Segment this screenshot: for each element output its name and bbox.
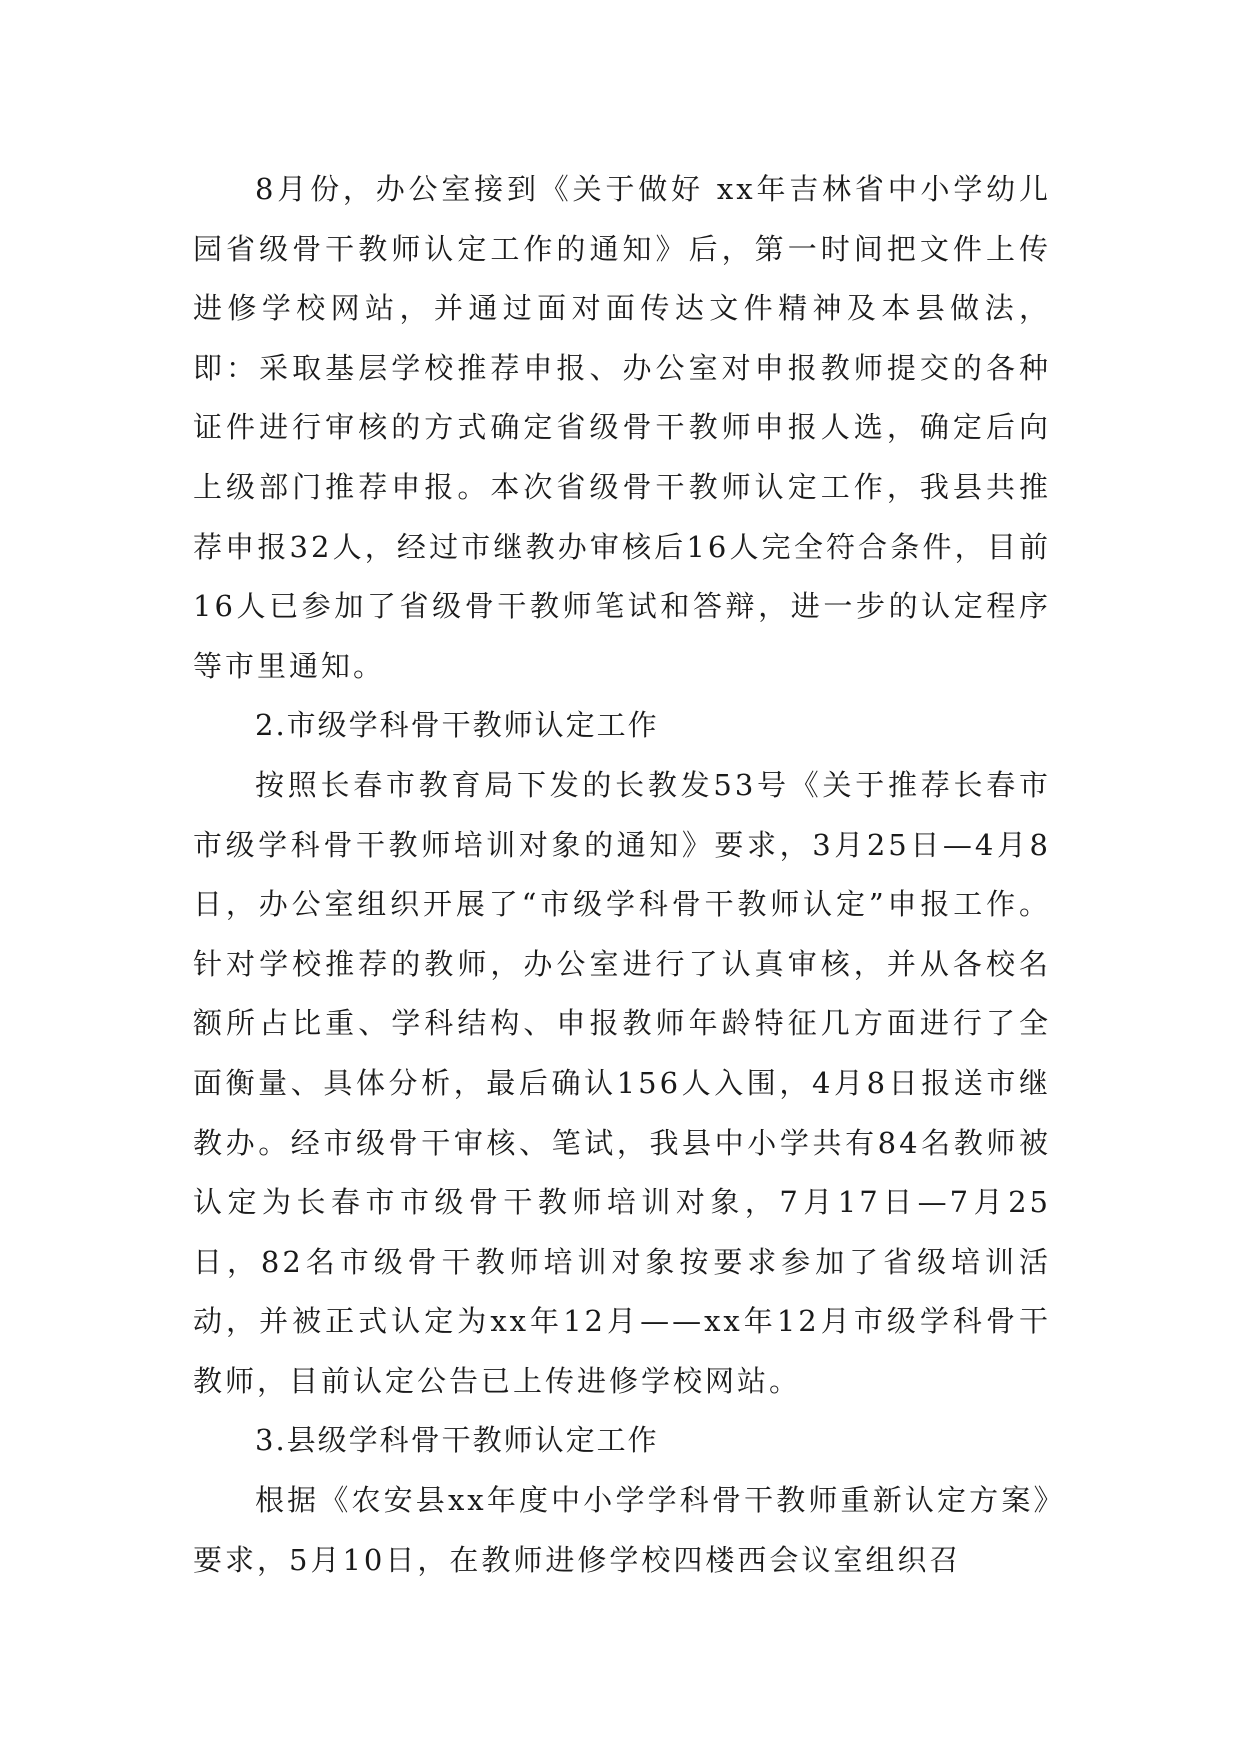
paragraph-municipal-backbone-teachers: 按照长春市教育局下发的长教发53号《关于推荐长春市市级学科骨干教师培训对象的通知》要求，3月25日—4月8日，办公室组织开展了“市级学科骨干教师认定”申报工作。针对学校推荐的教师，办公室进行了认真审核，并从各校名额所占比重、学科结构、申报教师年龄特征几方面进行了全面衡量、具体分析，最后确认156人入围，4月8日报送市继教办。经市级骨干审核、笔试，我县中小学共有84名教师被认定为长春市市级骨干教师培训对象，7月17日—7月25日，82名市级骨干教师培训对象按要求参加了省级培训活动，并被正式认定为xx年12月——xx年12月市级学科骨干教师，目前认定公告已上传进修学校网站。 (193, 767, 1051, 1398)
document-body (193, 160, 1051, 1590)
paragraph-provincial-backbone-teachers: 8月份，办公室接到《关于做好 xx年吉林省中小学幼儿园省级骨干教师认定工作的通知》后，第一时间把文件上传进修学校网站，并通过面对面传达文件精神及本县做法，即：采取基层学校推荐申报、办公室对申报教师提交的各种证件进行审核的方式确定省级骨干教师申报人选，确定后向上级部门推荐申报。本次省级骨干教师认定工作，我县共推荐申报32人，经过市继教办审核后16人完全符合条件，目前16人已参加了省级骨干教师笔试和答辩，进一步的认定程序等市里通知。 (193, 172, 1051, 683)
section-heading-municipal: 2.市级学科骨干教师认定工作 (255, 708, 659, 743)
paragraph-county-backbone-teachers: 根据《农安县xx年度中小学学科骨干教师重新认定方案》要求，5月10日，在教师进修学校四楼西会议室组织召 (193, 1483, 1051, 1577)
section-heading-county: 3.县级学科骨干教师认定工作 (255, 1423, 659, 1458)
